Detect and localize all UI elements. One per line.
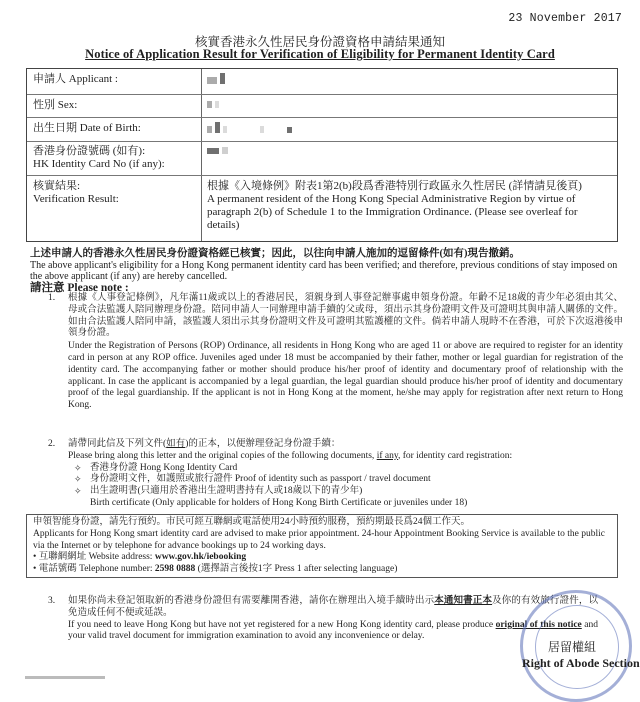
row-date-of-birth xyxy=(27,122,617,142)
phone-number: 2598 0888 xyxy=(154,564,196,575)
row-divider xyxy=(27,117,617,118)
please-note-heading: 請注意 Please note : xyxy=(30,282,129,294)
note-2-zh xyxy=(68,439,623,451)
notice-date: 23 November 2017 xyxy=(508,12,622,25)
underlined-text: 如有 xyxy=(166,439,186,449)
document-text-zh: 出生證明書(只適用於香港出生證明書持有人或18歲以下的青少年) xyxy=(90,486,363,497)
hkid-value-redacted xyxy=(207,145,231,157)
row-divider xyxy=(27,175,617,176)
text: 如果你尚未登記領取新的香港身份證但有需要離開香港，請你在辦理出入境手續時出示 xyxy=(68,596,435,606)
document-text: 香港身份證 Hong Kong Identity Card xyxy=(90,462,238,473)
result-label-en: Verification Result: xyxy=(33,193,119,205)
diamond-bullet-icon: ✧ xyxy=(74,474,82,485)
website-label: • 互聯網網址 Website address: xyxy=(33,552,155,563)
emphasized-text: 本通知書正本 xyxy=(434,596,493,606)
underlined-text: if any xyxy=(376,450,398,461)
phone-note: (選擇語言後按1字 Press 1 after selecting language) xyxy=(195,564,398,575)
result-label xyxy=(33,180,119,206)
hkid-label xyxy=(33,145,165,171)
footer-faint-text xyxy=(25,676,105,679)
document-text-en: Birth certificate (Only applicable for holders of Hong Kong Birth Certificate or juveniles under 18) xyxy=(90,497,468,508)
text: 請帶同此信及下列文件( xyxy=(68,439,167,449)
dob-value-redacted xyxy=(207,122,295,136)
row-hkid xyxy=(27,145,617,175)
applicant-info-table xyxy=(26,68,618,242)
title-chinese: 核實香港永久性居民身份證資格申請結果通知 xyxy=(194,35,445,49)
note-1-zh: 根據《人事登記條例》，凡年滿11歲或以上的香港居民，須親身到人事登記辦事處申領身份證。年齡不足18歲的青少年必須由其父、母或合法監護人陪同辦理身份證。陪同申請人一同辦理申請手續的父或母，須出示其身份證明文件及可證明其與申請人關係的文件。如由合法監護人陪同申請，該監護人須出示其身份證明文件及可證明其監護權的文件。倘若申請人現時不在香港，可於下次返港後申領身份證。 xyxy=(68,293,623,339)
website-line xyxy=(33,552,611,564)
note-number: 2. xyxy=(48,439,56,449)
row-applicant xyxy=(27,73,617,93)
diamond-bullet-icon: ✧ xyxy=(74,462,82,473)
text: Please bring along this letter and the original copies of the following documents, xyxy=(68,450,377,461)
note-2-en xyxy=(68,451,623,463)
text: 及你的有效旅行證件，以免造成任何不便或延誤。 xyxy=(68,596,598,618)
row-divider xyxy=(27,141,617,142)
appointment-zh: 申領智能身份證，請先行預約。市民可經互聯網或電話使用24小時預約服務，預約期最長爲24個工作天。 xyxy=(33,517,471,527)
note-1-en: Under the Registration of Persons (ROP) Ordinance, all residents in Hong Kong who are aged 11 or above are required to register for an identity card in person at any ROP office. Juveniles aged under 18 must be accompanied by their father, mother or legal guardian for registration of the identity card. The accompanying father or mother should produce his/her proof of identity and documentary proof of relationship with the applicant. In case the applicant is accompanied by a legal guardian, the legal guardian should produce his/her proof of identity and documentary proof of the legal guardianship. If the applicant is not in Hong Kong at the moment, he/she may apply for registration after next return to Hong Kong. xyxy=(68,341,623,411)
title-english: Notice of Application Result for Verification of Eligibility for Permanent Identity Card xyxy=(85,47,555,61)
text: and your valid travel document for immigration examination to avoid any inconvenience or delay. xyxy=(68,619,598,642)
sex-value-redacted xyxy=(207,99,222,111)
note-number: 1. xyxy=(48,293,56,303)
document-item xyxy=(68,474,623,486)
issuing-section-zh: 居留權組 xyxy=(548,640,597,654)
hkid-label-zh: 香港身份證號碼 (如有): xyxy=(33,145,146,157)
row-divider xyxy=(27,94,617,95)
issuing-section-en: Right of Abode Section xyxy=(522,656,640,670)
row-sex xyxy=(27,99,617,119)
verified-statement-zh: 上述申請人的香港永久性居民身份證資格經已核實；因此，以往向申請人施加的逗留條件(如有)現告撤銷。 xyxy=(30,248,520,259)
note-3-en xyxy=(68,620,598,644)
appointment-info-box xyxy=(26,514,618,578)
verified-statement xyxy=(30,248,620,283)
result-value-en: A permanent resident of the Hong Kong Special Administrative Region by virtue of paragraph 2(b) of Schedule 1 to the Immigration Ordinance. (Please see overleaf for details) xyxy=(207,193,578,231)
document-item xyxy=(68,486,623,510)
verified-statement-en: The above applicant's eligibility for a Hong Kong permanent identity card has been verified; and therefore, previous conditions of stay imposed on the above applicant (if any) are hereby cancelled. xyxy=(30,259,618,282)
document-item xyxy=(68,463,623,475)
website-link[interactable]: www.gov.hk/iebooking xyxy=(154,552,247,563)
document-text: 身份證明文件，如護照或旅行證件 Proof of identity such as passport / travel document xyxy=(90,474,431,485)
result-value-zh: 根據《入境條例》附表1第2(b)段爲香港特別行政區永久性居民 (詳情請見後頁) xyxy=(207,180,582,192)
emphasized-text: original of this notice xyxy=(495,619,582,630)
sex-label: 性別 Sex: xyxy=(33,99,78,111)
hkid-label-en: HK Identity Card No (if any): xyxy=(33,158,165,170)
verification-result-value xyxy=(207,180,612,232)
applicant-value-redacted xyxy=(207,73,228,87)
text: )的正本，以便辦理登記身份證手續： xyxy=(185,439,341,449)
text: , for identity card registration: xyxy=(397,450,513,461)
text: If you need to leave Hong Kong but have not yet registered for a new Hong Kong identity card, please produce xyxy=(68,619,496,630)
phone-line xyxy=(33,564,611,576)
required-documents-list xyxy=(68,463,623,510)
applicant-label: 申請人 Applicant : xyxy=(33,73,118,85)
note-number: 3. xyxy=(48,596,56,606)
appointment-en: Applicants for Hong Kong smart identity card are advised to make prior appointment. 24-hour Appointment Booking Service is available to the public via the Internet or by telephone for advance bookings up to 24 working days. xyxy=(33,528,605,551)
phone-label: • 電話號碼 Telephone number: xyxy=(33,564,155,575)
note-3-zh xyxy=(68,596,598,620)
diamond-bullet-icon: ✧ xyxy=(74,486,82,497)
dob-label: 出生日期 Date of Birth: xyxy=(33,122,141,134)
result-label-zh: 核實結果: xyxy=(33,180,81,192)
